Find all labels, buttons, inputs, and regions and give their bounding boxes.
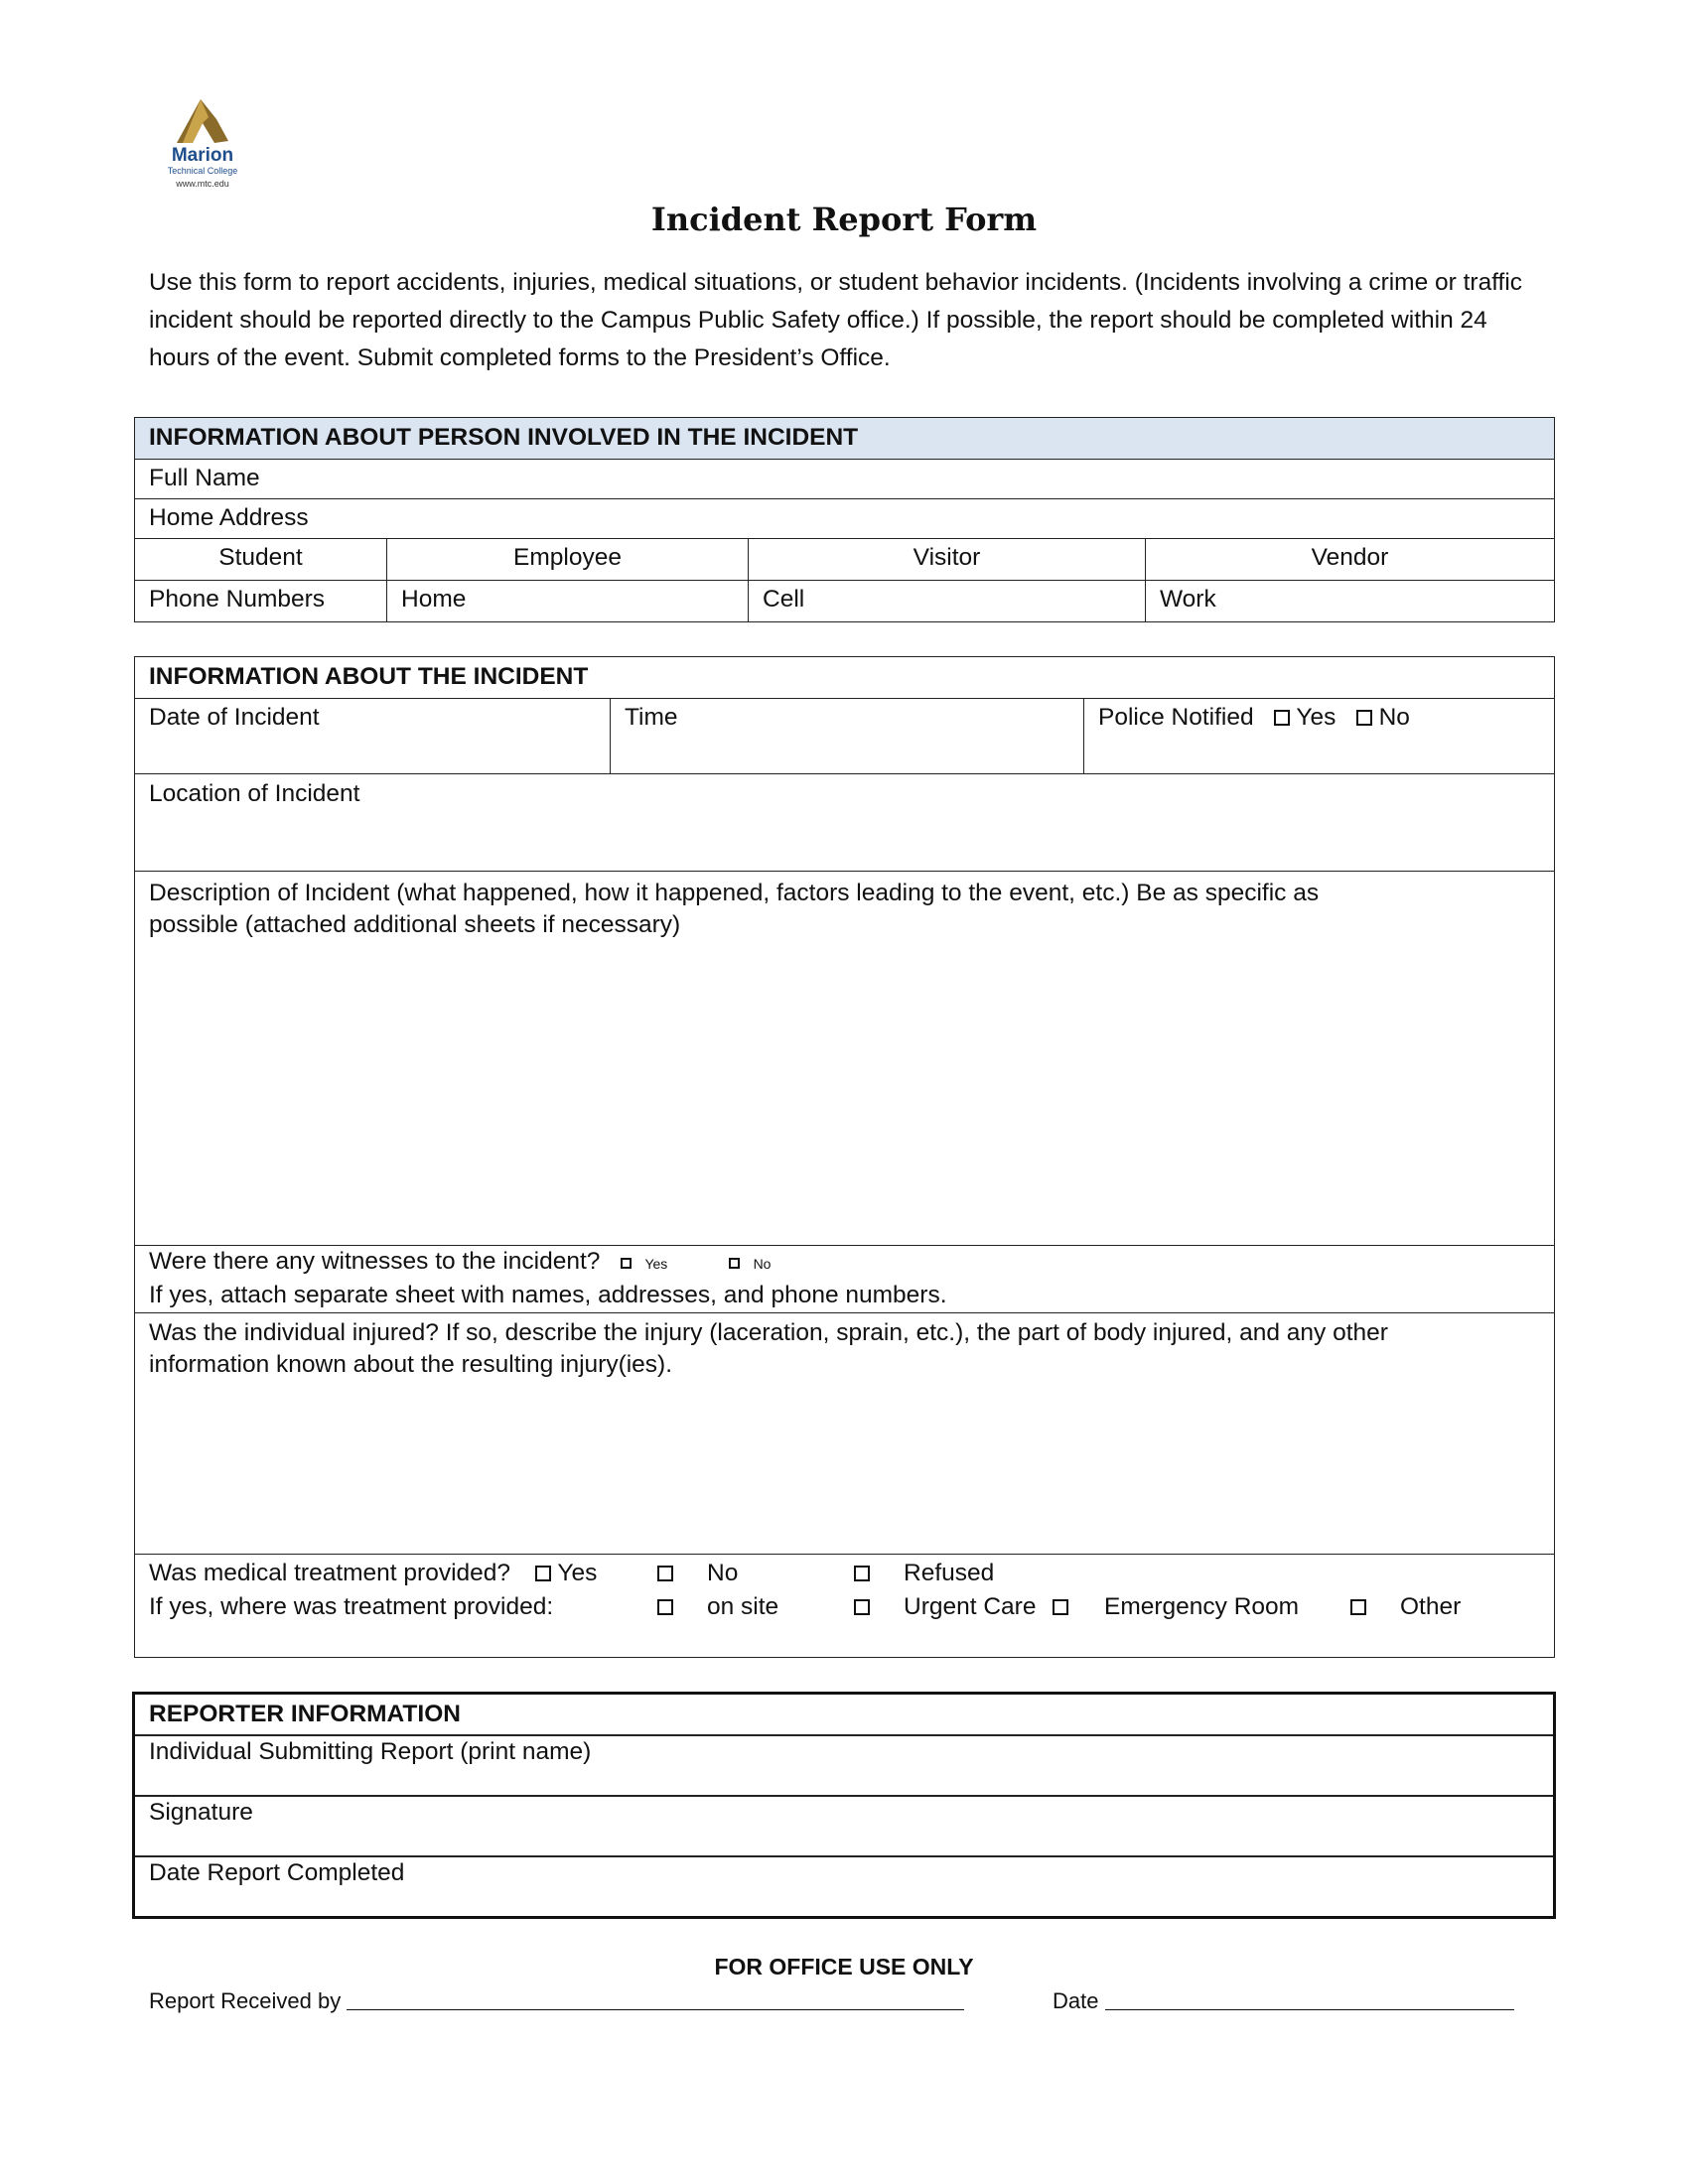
logo-subtitle: Technical College <box>167 166 238 176</box>
police-yes-checkbox[interactable] <box>1274 710 1290 726</box>
role-vendor[interactable]: Vendor <box>1146 539 1555 581</box>
time-label: Time <box>625 704 678 731</box>
witnesses-question: Were there any witnesses to the incident? <box>149 1248 601 1275</box>
signature-label: Signature <box>149 1799 253 1826</box>
report-received-line[interactable] <box>347 1989 964 2010</box>
office-use-header: FOR OFFICE USE ONLY <box>714 1954 974 1979</box>
witnesses-no-label: No <box>753 1256 772 1272</box>
person-info-table <box>134 417 1555 622</box>
office-date-label: Date <box>1053 1988 1099 2013</box>
home-address-field[interactable] <box>135 499 1555 539</box>
logo-name: Marion <box>171 145 234 166</box>
police-notified-cell <box>1084 699 1555 774</box>
phone-numbers-label: Phone Numbers <box>135 581 387 622</box>
witnesses-yes-label: Yes <box>644 1256 668 1272</box>
reporter-info-table <box>132 1692 1556 1919</box>
page-title: Incident Report Form <box>650 201 1038 238</box>
role-visitor[interactable]: Visitor <box>749 539 1146 581</box>
report-date-field[interactable] <box>134 1856 1555 1917</box>
treatment-where-question: If yes, where was treatment provided: <box>149 1593 554 1620</box>
intro-text <box>149 264 1549 377</box>
treatment-cell <box>135 1555 1555 1658</box>
logo-url: www.mtc.edu <box>176 179 229 189</box>
report-received-row <box>149 1988 964 2014</box>
report-received-label: Report Received by <box>149 1988 342 2013</box>
role-student[interactable]: Student <box>135 539 387 581</box>
location-label: Location of Incident <box>149 780 360 807</box>
report-date-label: Date Report Completed <box>149 1859 405 1886</box>
witnesses-yes-checkbox[interactable] <box>621 1258 632 1269</box>
onsite-label: on site <box>707 1593 779 1620</box>
police-yes-label: Yes <box>1296 704 1336 731</box>
role-employee[interactable]: Employee <box>387 539 749 581</box>
incident-info-table <box>134 656 1555 1658</box>
date-of-incident-label: Date of Incident <box>149 704 320 731</box>
urgent-care-label: Urgent Care <box>904 1593 1037 1620</box>
witnesses-note: If yes, attach separate sheet with names, addresses, and phone numbers. <box>149 1282 947 1308</box>
full-name-label: Full Name <box>149 465 260 491</box>
police-no-label: No <box>1378 704 1410 731</box>
witnesses-cell <box>135 1246 1555 1313</box>
date-of-incident-field[interactable] <box>135 699 611 774</box>
emergency-room-label: Emergency Room <box>1104 1593 1300 1620</box>
incident-section-header: INFORMATION ABOUT THE INCIDENT <box>135 657 1555 699</box>
phone-home-field[interactable] <box>387 581 749 622</box>
treatment-no-checkbox[interactable] <box>657 1566 673 1581</box>
person-section-header: INFORMATION ABOUT PERSON INVOLVED IN THE INCIDENT <box>135 418 1555 460</box>
description-line-1: Description of Incident (what happened, how it happened, factors leading to the event, etc.) Be as specific as <box>149 880 1320 906</box>
intro-paragraph: Use this form to report accidents, injuries, medical situations, or student behavior incidents. (Incidents involving a crime or traffic incident should be reported directly to the Campus Public Safety office.) If possible, the report should be completed within 24 hours of the event. Submit completed forms to the President’s Office. <box>149 269 1523 371</box>
treatment-no-label: No <box>707 1560 739 1586</box>
injury-description-field[interactable] <box>135 1313 1555 1555</box>
phone-cell-field[interactable] <box>749 581 1146 622</box>
police-no-checkbox[interactable] <box>1356 710 1372 726</box>
injury-question-line-1: Was the individual injured? If so, describe the injury (laceration, sprain, etc.), the part of body injured, and any other <box>149 1319 1388 1346</box>
reporter-name-label: Individual Submitting Report (print name) <box>149 1738 592 1765</box>
other-label: Other <box>1400 1593 1462 1620</box>
phone-work-field[interactable] <box>1146 581 1555 622</box>
time-field[interactable] <box>611 699 1084 774</box>
treatment-yes-label: Yes <box>557 1560 598 1586</box>
emergency-room-checkbox[interactable] <box>1053 1599 1068 1615</box>
treatment-refused-label: Refused <box>904 1560 995 1586</box>
injury-question-line-2: information known about the resulting injury(ies). <box>149 1351 673 1378</box>
police-notified-label: Police Notified <box>1098 704 1254 731</box>
treatment-refused-checkbox[interactable] <box>854 1566 870 1581</box>
home-address-label: Home Address <box>149 504 309 531</box>
witnesses-no-checkbox[interactable] <box>729 1258 740 1269</box>
treatment-question: Was medical treatment provided? <box>149 1560 511 1586</box>
reporter-name-field[interactable] <box>134 1735 1555 1796</box>
onsite-checkbox[interactable] <box>657 1599 673 1615</box>
description-field[interactable] <box>135 872 1555 1246</box>
office-date-row <box>1053 1988 1514 2014</box>
signature-field[interactable] <box>134 1796 1555 1856</box>
description-line-2: possible (attached additional sheets if necessary) <box>149 911 681 938</box>
urgent-care-checkbox[interactable] <box>854 1599 870 1615</box>
phone-home-label: Home <box>401 586 467 613</box>
treatment-yes-checkbox[interactable] <box>535 1566 551 1581</box>
office-date-line[interactable] <box>1105 1989 1514 2010</box>
phone-work-label: Work <box>1160 586 1216 613</box>
full-name-field[interactable] <box>135 460 1555 499</box>
other-checkbox[interactable] <box>1350 1599 1366 1615</box>
location-field[interactable] <box>135 774 1555 872</box>
reporter-section-header: REPORTER INFORMATION <box>134 1694 1555 1736</box>
phone-cell-label: Cell <box>763 586 805 613</box>
college-logo <box>157 97 248 199</box>
